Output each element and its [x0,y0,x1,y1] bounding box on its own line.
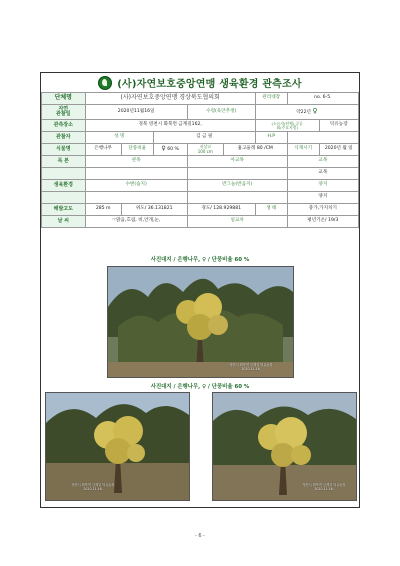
weather-cell [85,216,187,228]
form-title: (사)자연보호중앙연맹 생육환경 관측조사 [117,79,302,90]
latitude-label: 위도/ [135,206,147,212]
mokbon-shrub-value [85,168,187,180]
date-label: 자연 관찰일 [42,105,86,120]
weather-value: 맑음,흐림, 비,안개,눈, [116,218,161,224]
ratio-cell [153,144,187,156]
mokbon-subtree: 아교목 [187,156,287,168]
observer-label: 관찰자 [42,132,86,144]
row-organization [42,93,359,105]
location-value: 경북 영천시 화북면 금계길162, [85,120,255,132]
row-observer [42,132,359,144]
row-altitude [42,204,359,216]
owner-label: (소유자(단체),공공 외(주요지정) [255,120,319,132]
ginkgo-photo-main-image [108,267,293,377]
row-env [42,180,359,192]
observer-hp-value [287,132,358,144]
federation-logo-icon [98,76,112,90]
survey-form [40,72,360,508]
row-mokbon-value [42,168,359,180]
photo-stamp-1: 영천시 화북면 금계길 덕유농장 2020.11.16. [229,363,273,372]
longitude-cell [187,204,255,216]
env-wet: 수변(습지) [85,180,187,192]
year-label: 식재시기 [287,144,319,156]
mgmt-value: no. 6-5. [287,93,358,105]
altitude-value: 285 m [85,204,121,216]
photo-caption-1: 사진대지 / 은행나무, ♀ / 단풍비율 60 % [150,257,250,263]
org-value: (사)자연보호중앙연맹 경상북도협의회 [85,93,255,105]
ratio-label: 단풍비율 [121,144,153,156]
photo-caption-2: 사진대지 / 은행나무, ♀ / 단풍비율 60 % [150,384,250,390]
year-value: 2020년 월 일 [319,144,358,156]
latitude-value: 36.131821 [147,206,173,212]
survey-table [41,92,359,228]
photo-stamp-3: 영천시 화북면 금계길 덕유농장 2020.11.16. [302,483,346,492]
plant-value: 은행나무 [85,144,121,156]
row-weather [42,216,359,228]
photo-stamp-2: 영천시 화북면 금계길 덕유농장 2020.11.16. [71,483,115,492]
ginkgo-photo-main [107,266,294,378]
age-label: 수령(육안추정) [187,105,255,120]
plant-label: 식물명 [42,144,86,156]
age-value: 약22년 [296,110,311,116]
env-shade: 반그늘(반음지) [187,180,287,192]
env-sun-value: 양지 [287,192,358,204]
observer-name-label: 성 명 [85,132,153,144]
weather-label: 날 씨 [42,216,86,228]
date-value: 2020년11월16일 [85,105,187,120]
age-cell [255,105,358,120]
env-label-cont [42,192,86,204]
row-env-value [42,192,359,204]
female-symbol-icon: ♀ [161,145,166,153]
altitude-label: 해발고도 [42,204,86,216]
row-mokbon [42,156,359,168]
env-label: 생육환경 [42,180,86,192]
org-label: 단체명 [42,93,86,105]
ecology-value: 충가,가지치기 [287,204,358,216]
location-label: 관측장소 [42,120,86,132]
env-sun: 양지 [287,180,358,192]
temp-range-label: 일교차 [187,216,287,228]
observer-name-value: 김 금 필 [153,132,255,144]
mokbon-tree-value: 교목 [287,168,358,180]
page-number: - 6 - [195,533,205,539]
ecology-label: 생 태 [255,204,287,216]
form-header [41,73,359,93]
longitude-label: 경도/ [201,206,212,212]
longitude-value: 128.929881 [213,206,242,212]
mokbon-label-cont [42,168,86,180]
observer-hp-label: H.P [255,132,287,144]
female-symbol-icon: ♀ [312,107,318,116]
row-date [42,105,359,120]
owner-value: 덕유농장 [319,120,358,132]
mokbon-label: 목 본 [42,156,86,168]
env-shade-value [187,192,287,204]
row-location [42,120,359,132]
height-label: 지상고 100 cm [187,144,223,156]
temp-range-value: 평년기온/ 19/3 [287,216,358,228]
env-wet-value [85,192,187,204]
row-plant [42,144,359,156]
ginkgo-photo-left [45,392,190,501]
ratio-value: 60 % [167,147,179,153]
mgmt-label: 관리대장 [255,93,287,105]
mokbon-tree: 교목 [287,156,358,168]
girth-value: 흉고둘레 80 /CM [223,144,287,156]
mokbon-subtree-value [187,168,287,180]
ginkgo-photo-right [212,392,357,501]
mokbon-shrub: 관목 [85,156,187,168]
latitude-cell [121,204,187,216]
hand-pointer-icon: ☞ [111,218,117,224]
